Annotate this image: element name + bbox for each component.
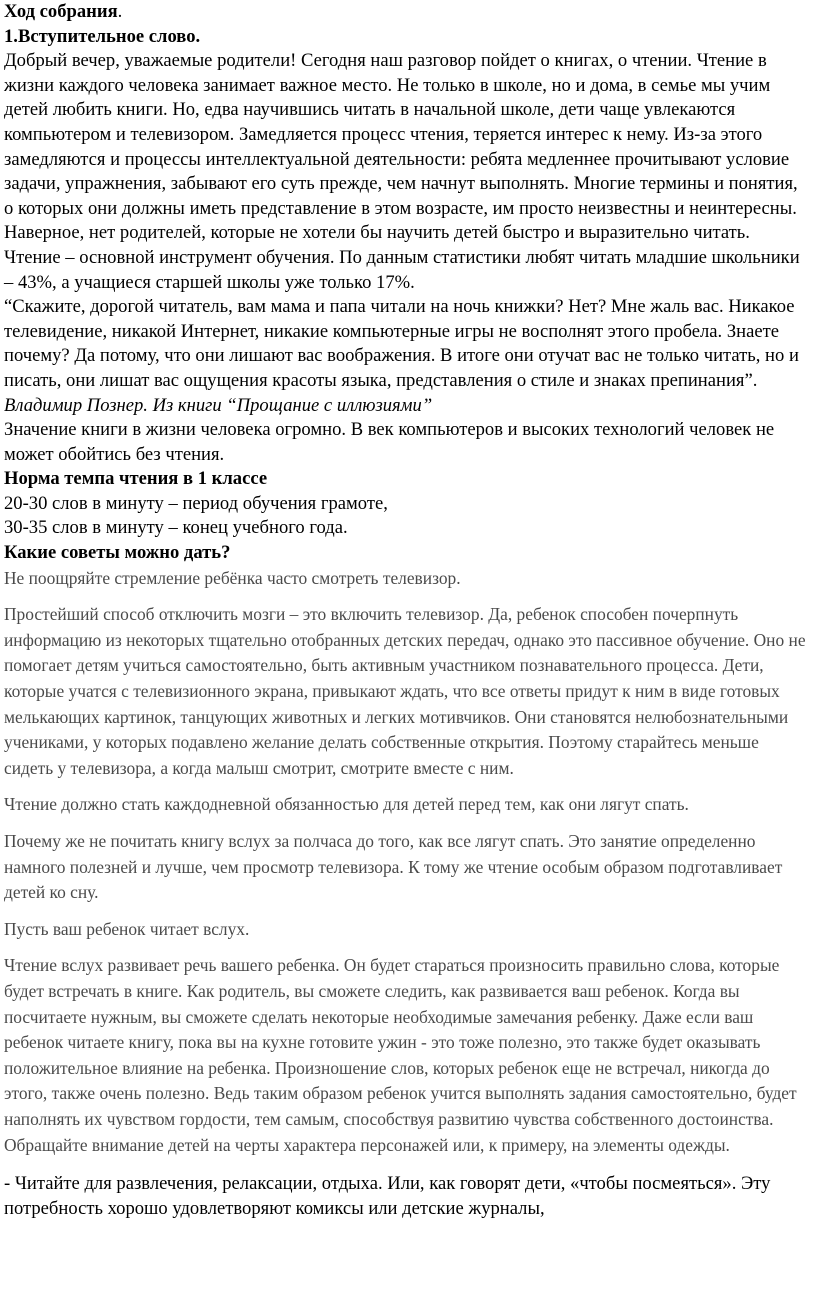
advice-section bbox=[4, 566, 810, 1158]
quote-text: “Скажите, дорогой читатель, вам мама и папа читали на ночь книжки? Нет? Мне жаль вас. Никакое телевидение, никакой Интернет, никакие компьютерные игры не восполнят этого пробела. Знаете почему? Да потому, что они лишают вас воображения. В итоге они отучат вас не только читать, но и писать, они лишат вас ощущения красоты языка, представления о стиле и знаках препинания”. bbox=[4, 296, 799, 391]
quote-paragraph bbox=[4, 295, 810, 418]
stats-paragraph: Чтение – основной инструмент обучения. По данным статистики любят читать младшие школьники – 43%, а учащиеся старшей школы уже только 17%. bbox=[4, 246, 800, 293]
norm-title: Норма темпа чтения в 1 классе bbox=[4, 468, 268, 490]
norm-item: 20-30 слов в минуту – период обучения грамоте, bbox=[4, 492, 388, 514]
meeting-heading-text: Ход собрания bbox=[4, 1, 118, 22]
advice-paragraph: Простейший способ отключить мозги – это включить телевизор. Да, ребенок способен почерпнуть информацию из некоторых тщательно отобранных детских передач, однако это пассивное обучение. Оно не помогает детям учиться самостоятельно, быть активным участником познавательного процесса. Дети, которые учатся с телевизионного экрана, привыкают ждать, что все ответы придут к ним в виде готовых мелькающих картинок, танцующих животных и легких мотивчиков. Они становятся нелюбознательными учениками, у которых подавлено желание делать собственные открытия. Поэтому старайтесь меньше сидеть у телевизора, а когда малыш смотрит, смотрите вместе с ним. bbox=[4, 604, 806, 778]
norm-item: 30-35 слов в минуту – конец учебного года. bbox=[4, 517, 348, 539]
advice-title: Какие советы можно дать? bbox=[4, 542, 231, 564]
intro-paragraph: Добрый вечер, уважаемые родители! Сегодня наш разговор пойдет о книгах, о чтении. Чтение в жизни каждого человека занимает важное место. Не только в школе, но и дома, в семье мы учим детей любить книги. Но, едва научившись читать в начальной школе, дети чаще увлекаются компьютером и телевизором. Замедляется процесс чтения, теряется интерес к нему. Из-за этого замедляются и процессы интеллектуальной деятельности: ребята медленнее прочитывают условие задачи, упражнения, забывают его суть прежде, чем начнут выполнять. Многие термины и понятия, о которых они должны иметь представление в этом возрасте, им просто неизвестны и неинтересны. Наверное, нет родителей, которые не хотели бы научить детей быстро и выразительно читать. bbox=[4, 50, 798, 244]
advice-paragraph: Чтение должно стать каждодневной обязанностью для детей перед тем, как они лягут спать. bbox=[4, 794, 689, 815]
meeting-section bbox=[4, 0, 810, 566]
advice-paragraph: Пусть ваш ребенок читает вслух. bbox=[4, 918, 250, 939]
advice-paragraph: Почему же не почитать книгу вслух за полчаса до того, как все лягут спать. Это занятие определенно намного полезней и лучше, чем просмотр телевизора. К тому же чтение особым образом подготавливает детей ко сну. bbox=[4, 831, 783, 903]
meeting-heading-period: . bbox=[117, 1, 123, 22]
quote-source: Владимир Познер. Из книги “Прощание с иллюзиями” bbox=[4, 394, 433, 416]
entertainment-paragraph: - Читайте для развлечения, релаксации, отдыха. Или, как говорят дети, «чтобы посмеяться». Эту потребность хорошо удовлетворяют комиксы или детские журналы, bbox=[4, 1173, 771, 1219]
entertainment-section bbox=[4, 1172, 810, 1221]
section-title-intro: 1.Вступительное слово. bbox=[4, 25, 201, 47]
importance-paragraph: Значение книги в жизни человека огромно. В век компьютеров и высоких технологий человек не может обойтись без чтения. bbox=[4, 419, 775, 465]
meeting-heading bbox=[4, 0, 810, 25]
advice-paragraph: Не поощряйте стремление ребёнка часто смотреть телевизор. bbox=[4, 567, 461, 588]
advice-paragraph: Чтение вслух развивает речь вашего ребенка. Он будет стараться произносить правильно слова, которые будет встречать в книге. Как родитель, вы сможете следить, как развивается ваш ребенок. Когда вы посчитаете нужным, вы сможете сделать некоторые необходимые замечания ребенку. Даже если ваш ребенок читаете книгу, пока вы на кухне готовите ужин - это тоже полезно, это также будет оказывать положительное влияние на ребенка. Произношение слов, которых ребенок еще не встречал, никогда до этого, также очень полезно. Ведь таким образом ребенок учится выполнять задания самостоятельно, будет наполнять их чувством гордости, тем самым, способствуя развитию чувства собственного достоинства. Обращайте внимание детей на черты характера персонажей или, к примеру, на элементы одежды. bbox=[4, 955, 797, 1155]
